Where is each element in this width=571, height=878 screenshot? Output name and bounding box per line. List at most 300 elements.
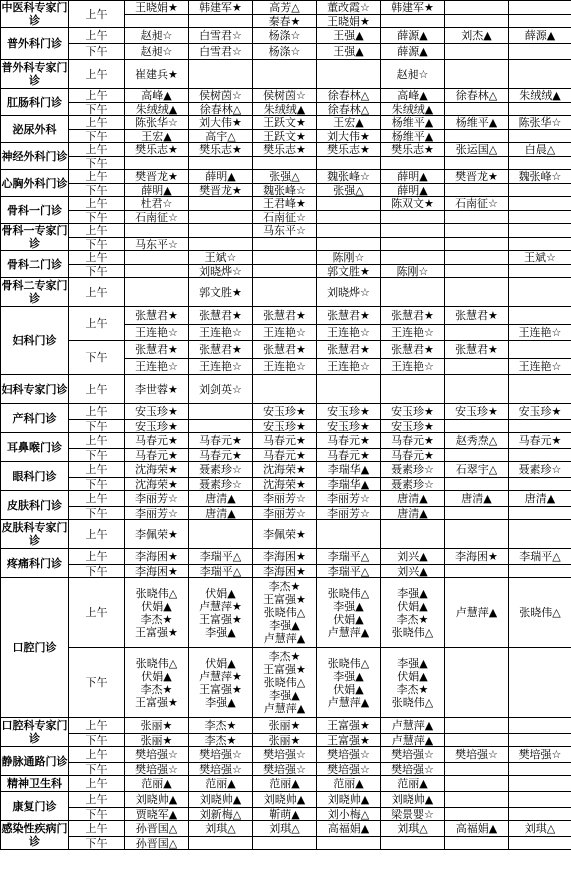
doctor-name: 王富强★ <box>263 663 306 676</box>
doctor-cell: 魏张峰☆ <box>253 184 317 197</box>
doctor-cell: 唐清▲ <box>381 491 445 507</box>
doctor-cell: 赵秀焘△ <box>445 433 509 449</box>
doctor-cell: 陈刚☆ <box>381 265 445 278</box>
doctor-cell <box>509 341 571 359</box>
doctor-list-cell <box>509 648 571 718</box>
doctor-cell: 张丽★ <box>253 734 317 747</box>
time-slot: 上午 <box>69 747 125 763</box>
doctor-name: 张晓伟△ <box>135 586 178 600</box>
doctor-cell: 马春元★ <box>189 449 253 462</box>
time-slot: 上午 <box>69 60 125 89</box>
schedule-row <box>1 420 571 433</box>
doctor-cell: 刘晓帅▲ <box>125 792 189 808</box>
doctor-cell: 张慧君★ <box>445 307 509 325</box>
time-slot: 下午 <box>69 130 125 143</box>
doctor-cell: 安玉珍★ <box>317 404 381 420</box>
doctor-cell: 崔建兵★ <box>125 60 189 89</box>
doctor-cell: 李世蓉★ <box>125 375 189 404</box>
doctor-cell: 马春元★ <box>509 433 571 449</box>
doctor-cell: 王连艳☆ <box>509 325 571 341</box>
doctor-cell <box>509 307 571 325</box>
doctor-cell <box>445 278 509 307</box>
doctor-cell: 王连艳☆ <box>317 325 381 341</box>
doctor-cell <box>125 265 189 278</box>
doctor-cell: 薛明▲ <box>189 170 253 184</box>
doctor-cell: 王连艳☆ <box>253 325 317 341</box>
doctor-cell <box>189 520 253 549</box>
time-slot: 下午 <box>69 420 125 433</box>
doctor-cell: 李丽芳☆ <box>317 507 381 520</box>
doctor-cell: 唐清▲ <box>381 507 445 520</box>
schedule-row <box>1 143 571 157</box>
doctor-cell <box>509 478 571 491</box>
time-slot: 下午 <box>69 837 125 850</box>
department-name: 眼科门诊 <box>1 462 69 491</box>
doctor-cell: 李瑞平△ <box>509 549 571 565</box>
doctor-cell <box>445 565 509 578</box>
doctor-cell <box>189 404 253 420</box>
time-slot: 上午 <box>69 224 125 238</box>
doctor-cell: 王晓娟★ <box>125 1 189 15</box>
schedule-row <box>1 747 571 763</box>
doctor-name: 李强▲ <box>205 625 236 639</box>
doctor-cell <box>445 211 509 224</box>
doctor-cell <box>317 520 381 549</box>
time-slot: 上午 <box>69 520 125 549</box>
doctor-cell: 陈张华☆ <box>125 116 189 130</box>
schedule-row <box>1 307 571 325</box>
doctor-cell <box>509 265 571 278</box>
doctor-name: 李杰★ <box>140 612 173 626</box>
department-name: 妇科专家门诊 <box>1 375 69 404</box>
doctor-list-cell <box>381 648 445 718</box>
schedule-row <box>1 792 571 808</box>
doctor-cell: 白雪君☆ <box>189 28 253 44</box>
doctor-cell: 马春元★ <box>381 449 445 462</box>
doctor-cell: 王连艳☆ <box>189 325 253 341</box>
doctor-cell: 樊培强☆ <box>125 747 189 763</box>
doctor-cell: 李丽芳☆ <box>125 507 189 520</box>
schedule-row <box>1 549 571 565</box>
doctor-cell: 薛源▲ <box>381 44 445 60</box>
doctor-cell: 马春元★ <box>253 433 317 449</box>
doctor-cell <box>381 251 445 265</box>
doctor-cell: 高宇△ <box>189 130 253 143</box>
doctor-cell <box>189 60 253 89</box>
doctor-name: 卢慧萍▲ <box>455 606 498 619</box>
doctor-name: 李强▲ <box>269 619 300 632</box>
doctor-cell: 张慧君★ <box>189 307 253 325</box>
doctor-cell: 刘琪△ <box>189 821 253 837</box>
department-name: 静脉通路门诊 <box>1 747 69 776</box>
doctor-cell <box>317 224 381 238</box>
schedule-row <box>1 507 571 520</box>
time-slot: 上午 <box>69 251 125 265</box>
department-name: 口腔门诊 <box>1 578 69 718</box>
doctor-cell <box>381 157 445 170</box>
doctor-name: 张晓伟△ <box>391 625 434 639</box>
doctor-name: 李强▲ <box>397 656 428 670</box>
schedule-row <box>1 776 571 792</box>
time-slot: 上午 <box>69 491 125 507</box>
department-name: 口腔科专家门诊 <box>1 719 68 745</box>
doctor-cell <box>381 238 445 251</box>
doctor-cell <box>509 224 571 238</box>
doctor-cell <box>445 420 509 433</box>
doctor-cell: 李瑞华▲ <box>317 462 381 478</box>
doctor-cell: 刘晓帅▲ <box>189 792 253 808</box>
department-name: 疼痛科门诊 <box>1 549 69 578</box>
doctor-cell: 高芳△ <box>253 1 317 15</box>
doctor-cell <box>509 837 571 850</box>
doctor-cell: 樊培强☆ <box>253 747 317 763</box>
doctor-cell: 王跃文★ <box>253 116 317 130</box>
doctor-cell: 安玉珍★ <box>253 420 317 433</box>
schedule-row <box>1 278 571 307</box>
doctor-name: 李强▲ <box>333 599 364 613</box>
doctor-cell <box>445 15 509 28</box>
doctor-cell <box>445 375 509 404</box>
doctor-cell: 李海困★ <box>253 565 317 578</box>
doctor-list-cell <box>125 578 189 648</box>
doctor-cell: 徐春林△ <box>317 103 381 116</box>
doctor-cell <box>189 211 253 224</box>
doctor-cell: 王强▲ <box>317 28 381 44</box>
time-slot: 下午 <box>69 103 125 116</box>
doctor-cell <box>509 565 571 578</box>
doctor-cell: 张慧君★ <box>253 307 317 325</box>
time-slot: 上午 <box>69 578 125 648</box>
department-name: 感染性疾病门诊 <box>1 822 68 848</box>
schedule-row <box>1 404 571 420</box>
doctor-name: 卢慧萍▲ <box>327 625 370 639</box>
doctor-cell: 张慧君★ <box>317 341 381 359</box>
doctor-cell: 杨涤☆ <box>253 44 317 60</box>
doctor-cell: 郭文胜★ <box>189 278 253 307</box>
doctor-cell: 杨维平▲ <box>381 116 445 130</box>
doctor-cell <box>125 15 189 28</box>
schedule-row <box>1 211 571 224</box>
doctor-cell <box>509 184 571 197</box>
doctor-name: 李杰★ <box>396 612 429 626</box>
time-slot: 下午 <box>69 507 125 520</box>
schedule-row <box>1 157 571 170</box>
schedule-row <box>1 197 571 211</box>
doctor-cell: 李瑞华▲ <box>317 478 381 491</box>
doctor-cell: 李佩荣★ <box>125 520 189 549</box>
doctor-name: 伏娟▲ <box>397 599 428 613</box>
time-slot: 下午 <box>69 265 125 278</box>
doctor-cell: 马春元★ <box>253 449 317 462</box>
doctor-cell: 王富强★ <box>317 734 381 747</box>
doctor-cell: 李丽芳☆ <box>125 491 189 507</box>
doctor-name: 张晓伟△ <box>263 606 306 619</box>
doctor-cell: 梁景婴☆ <box>381 808 445 821</box>
doctor-cell: 刘新梅△ <box>189 808 253 821</box>
department-name: 神经外科门诊 <box>1 143 69 170</box>
doctor-cell <box>445 734 509 747</box>
doctor-cell: 韩建军★ <box>381 1 445 15</box>
doctor-cell: 杨维平▲ <box>445 116 509 130</box>
doctor-cell: 马春元★ <box>125 449 189 462</box>
doctor-cell <box>509 130 571 143</box>
doctor-cell <box>509 197 571 211</box>
doctor-cell: 张慧君★ <box>381 341 445 359</box>
time-slot: 上午 <box>69 433 125 449</box>
doctor-cell: 樊培强☆ <box>317 747 381 763</box>
doctor-name: 伏娟▲ <box>397 669 428 683</box>
doctor-cell: 王斌☆ <box>189 251 253 265</box>
doctor-cell: 唐清▲ <box>509 491 571 507</box>
schedule-row <box>1 565 571 578</box>
doctor-cell <box>381 837 445 850</box>
doctor-cell: 韩建军★ <box>189 1 253 15</box>
doctor-cell <box>445 763 509 776</box>
doctor-cell <box>253 238 317 251</box>
doctor-cell: 郭文胜★ <box>317 265 381 278</box>
doctor-cell: 白雪君☆ <box>189 44 253 60</box>
schedule-row <box>1 808 571 821</box>
doctor-name: 张晓伟△ <box>135 656 178 670</box>
doctor-cell <box>445 44 509 60</box>
doctor-name: 伏娟▲ <box>205 586 236 600</box>
doctor-name: 卢慧萍▲ <box>327 695 370 709</box>
time-slot: 上午 <box>69 404 125 420</box>
time-slot: 下午 <box>69 44 125 60</box>
doctor-cell: 陈双文★ <box>381 197 445 211</box>
doctor-cell <box>445 103 509 116</box>
doctor-cell <box>509 211 571 224</box>
doctor-cell: 王连艳☆ <box>253 359 317 375</box>
doctor-cell: 卢慧萍▲ <box>381 718 445 734</box>
doctor-cell: 马春元★ <box>381 433 445 449</box>
doctor-cell: 范丽▲ <box>381 776 445 792</box>
doctor-cell: 安玉珍★ <box>253 404 317 420</box>
doctor-name: 王富强★ <box>135 625 178 639</box>
doctor-cell: 李海困★ <box>445 549 509 565</box>
doctor-cell: 薛明▲ <box>381 184 445 197</box>
doctor-name: 卢慧萍▲ <box>263 702 306 715</box>
time-slot: 上午 <box>69 375 125 404</box>
doctor-cell <box>445 776 509 792</box>
doctor-cell <box>253 278 317 307</box>
doctor-cell <box>253 157 317 170</box>
doctor-cell: 李瑞平△ <box>189 565 253 578</box>
doctor-cell: 刘琪△ <box>381 821 445 837</box>
time-slot: 上午 <box>69 549 125 565</box>
doctor-cell <box>445 238 509 251</box>
schedule-row <box>1 60 571 89</box>
doctor-cell: 薛明▲ <box>125 184 189 197</box>
doctor-cell: 李海困★ <box>125 565 189 578</box>
doctor-cell <box>381 375 445 404</box>
department-name: 骨科二专家门诊 <box>1 279 68 305</box>
doctor-cell: 樊晋龙★ <box>125 170 189 184</box>
doctor-cell: 唐清▲ <box>189 491 253 507</box>
doctor-cell: 樊乐志★ <box>253 143 317 157</box>
schedule-row <box>1 170 571 184</box>
department-name: 中医科专家门诊 <box>1 1 68 27</box>
doctor-name: 伏娟▲ <box>333 612 364 626</box>
doctor-name: 李强▲ <box>205 695 236 709</box>
doctor-cell: 陈张华☆ <box>509 116 571 130</box>
doctor-cell: 高福娟▲ <box>317 821 381 837</box>
doctor-cell: 徐春林△ <box>317 89 381 103</box>
doctor-name: 王富强★ <box>199 612 242 626</box>
doctor-name: 张晓伟△ <box>327 656 370 670</box>
doctor-cell <box>509 792 571 808</box>
doctor-name: 伏娟▲ <box>333 682 364 696</box>
doctor-cell <box>445 1 509 15</box>
doctor-cell <box>125 157 189 170</box>
doctor-cell: 王强▲ <box>317 44 381 60</box>
time-slot: 上午 <box>69 28 125 44</box>
doctor-cell: 刘晓烨☆ <box>317 278 381 307</box>
department-name: 康复门诊 <box>1 792 69 821</box>
doctor-cell <box>509 15 571 28</box>
doctor-cell: 王宏▲ <box>125 130 189 143</box>
doctor-cell: 王连艳☆ <box>317 359 381 375</box>
department-name: 骨科一门诊 <box>1 197 69 224</box>
doctor-cell: 安玉珍★ <box>317 420 381 433</box>
doctor-cell: 李丽芳☆ <box>253 507 317 520</box>
doctor-cell: 范丽▲ <box>189 776 253 792</box>
schedule-row <box>1 578 571 648</box>
time-slot: 下午 <box>69 808 125 821</box>
doctor-cell <box>445 449 509 462</box>
doctor-name: 卢慧萍★ <box>199 599 242 613</box>
time-slot: 上午 <box>69 116 125 130</box>
doctor-cell: 秦春★ <box>253 15 317 28</box>
time-slot: 上午 <box>69 718 125 734</box>
doctor-cell <box>445 157 509 170</box>
doctor-cell: 沈海荣★ <box>125 462 189 478</box>
doctor-cell: 王连艳☆ <box>125 359 189 375</box>
doctor-cell <box>317 837 381 850</box>
doctor-cell <box>189 197 253 211</box>
doctor-cell: 李瑞平△ <box>317 565 381 578</box>
doctor-cell: 李瑞平△ <box>317 549 381 565</box>
schedule-row <box>1 103 571 116</box>
doctor-cell: 赵昶☆ <box>381 60 445 89</box>
doctor-cell: 张强△ <box>253 170 317 184</box>
schedule-row <box>1 116 571 130</box>
doctor-cell: 张慧君★ <box>189 341 253 359</box>
doctor-cell: 樊乐志★ <box>317 143 381 157</box>
doctor-cell <box>509 763 571 776</box>
doctor-cell: 魏张峰☆ <box>317 170 381 184</box>
doctor-cell: 朱绒绒▲ <box>381 103 445 116</box>
doctor-cell: 唐清▲ <box>189 507 253 520</box>
time-slot: 下午 <box>69 211 125 224</box>
doctor-name: 李杰★ <box>396 682 429 696</box>
doctor-name: 王富强★ <box>135 695 178 709</box>
doctor-cell <box>445 265 509 278</box>
doctor-cell: 李瑞平△ <box>189 549 253 565</box>
doctor-cell: 刘琪△ <box>253 821 317 837</box>
doctor-cell: 侯树茵☆ <box>253 89 317 103</box>
doctor-cell: 朱绒绒▲ <box>125 103 189 116</box>
doctor-cell: 安玉珍★ <box>445 404 509 420</box>
doctor-cell <box>509 718 571 734</box>
doctor-cell: 樊培强☆ <box>509 747 571 763</box>
doctor-name: 张晓伟△ <box>391 695 434 709</box>
doctor-cell: 刘琪△ <box>509 821 571 837</box>
doctor-cell: 樊晋龙★ <box>445 170 509 184</box>
doctor-name: 卢慧萍★ <box>199 669 242 683</box>
doctor-cell: 樊培强☆ <box>189 747 253 763</box>
time-slot: 上午 <box>69 89 125 103</box>
doctor-cell: 石翠宇△ <box>445 462 509 478</box>
doctor-cell: 安玉珍★ <box>125 404 189 420</box>
doctor-cell: 张强△ <box>317 184 381 197</box>
doctor-cell <box>253 60 317 89</box>
time-slot: 下午 <box>69 565 125 578</box>
doctor-name: 李杰★ <box>140 682 173 696</box>
department-name: 耳鼻喉门诊 <box>1 433 69 462</box>
doctor-list-cell <box>125 648 189 718</box>
doctor-cell: 石南征☆ <box>125 211 189 224</box>
doctor-list-cell <box>445 578 509 648</box>
doctor-cell <box>509 44 571 60</box>
doctor-cell: 马东平☆ <box>125 238 189 251</box>
doctor-cell: 徐春林△ <box>445 89 509 103</box>
doctor-cell <box>381 278 445 307</box>
doctor-cell <box>509 520 571 549</box>
doctor-cell: 孙晋国△ <box>125 821 189 837</box>
doctor-cell: 李海困★ <box>125 549 189 565</box>
doctor-list-cell <box>509 578 571 648</box>
doctor-cell <box>445 808 509 821</box>
department-name: 普外科门诊 <box>1 28 69 60</box>
time-slot: 上午 <box>69 170 125 184</box>
doctor-name: 李杰★ <box>268 650 301 663</box>
time-slot: 上午 <box>69 792 125 808</box>
doctor-cell: 贾晓军▲ <box>125 808 189 821</box>
doctor-cell: 聂素珍☆ <box>381 478 445 491</box>
doctor-cell: 张慧君★ <box>317 307 381 325</box>
doctor-cell <box>125 224 189 238</box>
doctor-cell: 赵昶☆ <box>125 44 189 60</box>
schedule-row <box>1 130 571 143</box>
doctor-cell <box>509 157 571 170</box>
doctor-cell: 沈海荣★ <box>253 462 317 478</box>
doctor-cell: 范丽▲ <box>253 776 317 792</box>
doctor-cell: 聂素珍☆ <box>189 462 253 478</box>
time-slot: 下午 <box>69 648 125 718</box>
doctor-list-cell <box>253 648 317 718</box>
doctor-cell: 董改霞☆ <box>317 1 381 15</box>
doctor-cell: 朱绒绒▲ <box>253 103 317 116</box>
schedule-row <box>1 341 571 359</box>
doctor-name: 伏娟▲ <box>141 669 172 683</box>
doctor-cell: 王斌☆ <box>509 251 571 265</box>
doctor-cell <box>445 60 509 89</box>
doctor-name: 张晓伟△ <box>327 586 370 600</box>
doctor-cell: 樊乐志★ <box>189 143 253 157</box>
doctor-cell: 刘大伟★ <box>317 130 381 143</box>
department-name: 肛肠科门诊 <box>1 89 69 116</box>
department-name: 皮肤科门诊 <box>1 491 69 520</box>
doctor-cell: 李杰★ <box>189 718 253 734</box>
doctor-cell: 聂素珍☆ <box>509 462 571 478</box>
doctor-name: 卢慧萍▲ <box>263 632 306 645</box>
doctor-cell: 王晓娟★ <box>317 15 381 28</box>
doctor-cell: 张慧君★ <box>125 341 189 359</box>
doctor-cell <box>317 157 381 170</box>
doctor-cell: 樊乐志★ <box>381 143 445 157</box>
doctor-cell: 马春元★ <box>125 433 189 449</box>
